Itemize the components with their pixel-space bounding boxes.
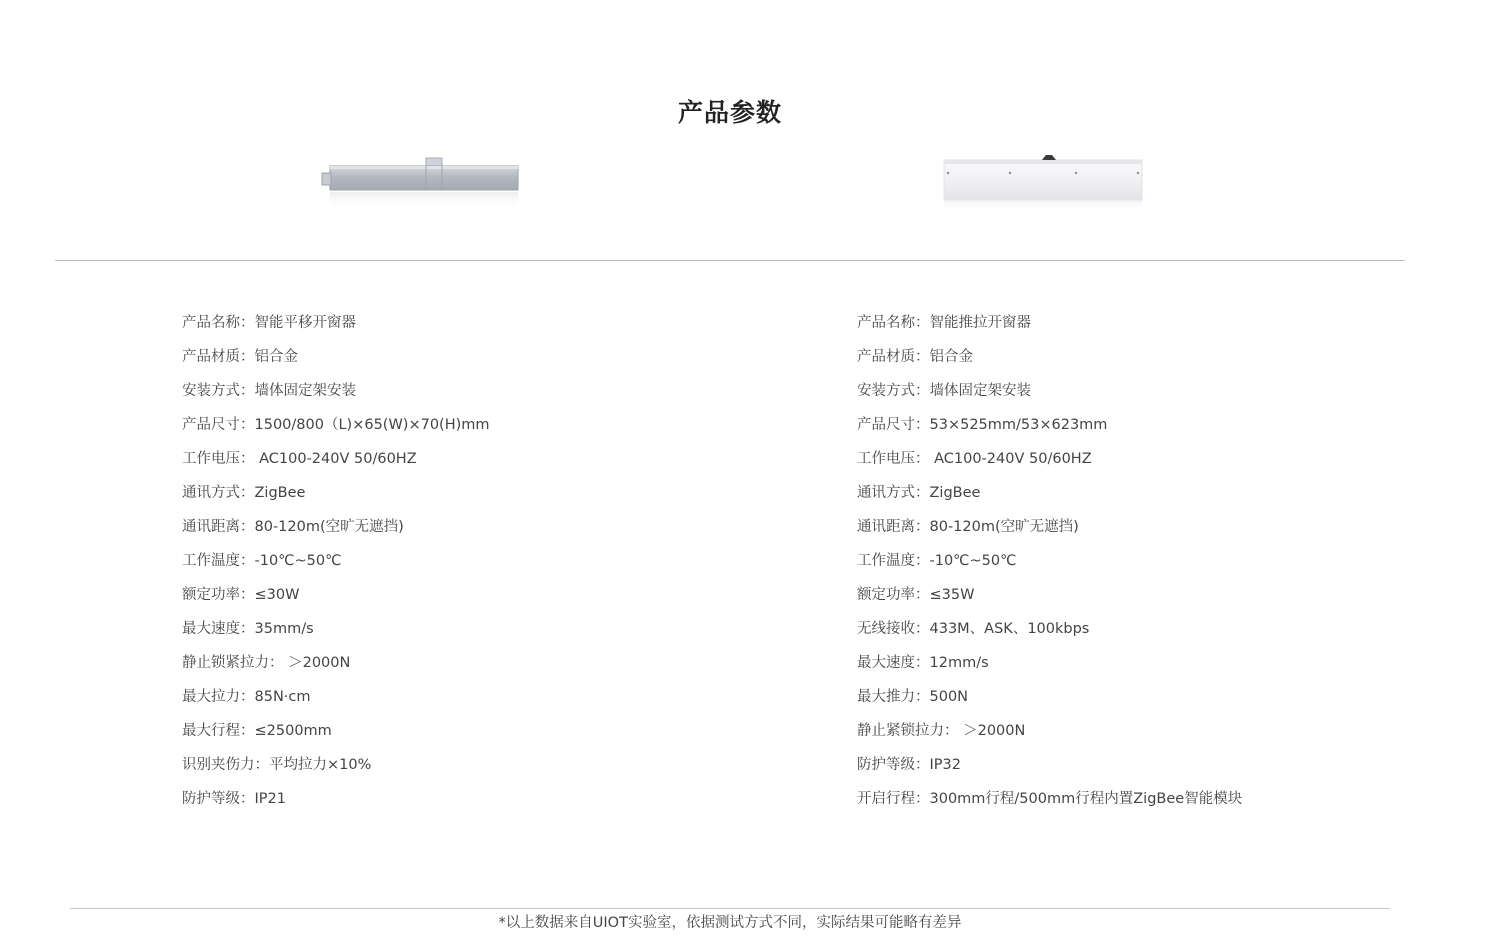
spec-label: 额定功率： [182, 587, 255, 603]
spec-row [182, 578, 490, 612]
spec-value: 铝合金 [254, 349, 298, 365]
spec-row [857, 476, 1242, 510]
spec-label: 产品尺寸： [857, 417, 930, 433]
spec-value: ＞2000N [958, 723, 1026, 739]
spec-row [857, 306, 1242, 340]
spec-row [857, 510, 1242, 544]
spec-value: 12mm/s [929, 655, 989, 671]
spec-list-push-pull-opener [857, 306, 1242, 816]
spec-row [182, 374, 490, 408]
spec-label: 产品材质： [182, 349, 255, 365]
spec-row [857, 612, 1242, 646]
spec-value: 85N·cm [254, 689, 311, 705]
spec-row [857, 544, 1242, 578]
spec-row [182, 544, 490, 578]
spec-label: 工作温度： [857, 553, 930, 569]
spec-label: 产品尺寸： [182, 417, 255, 433]
spec-row [182, 510, 490, 544]
spec-label: 额定功率： [857, 587, 930, 603]
spec-row [182, 680, 490, 714]
spec-label: 工作电压： [182, 451, 255, 467]
spec-label: 工作电压： [857, 451, 930, 467]
spec-label: 最大行程： [182, 723, 255, 739]
spec-value: 智能推拉开窗器 [929, 315, 1031, 331]
spec-label: 防护等级： [857, 757, 930, 773]
spec-label: 通讯距离： [182, 519, 255, 535]
spec-value: -10℃~50℃ [254, 553, 342, 569]
spec-value: 35mm/s [254, 621, 314, 637]
spec-value: 53×525mm/53×623mm [929, 417, 1108, 433]
spec-row [182, 782, 490, 816]
spec-value: 墙体固定架安装 [254, 383, 356, 399]
spec-row [857, 782, 1242, 816]
spec-label: 最大推力： [857, 689, 930, 705]
spec-value: 500N [929, 689, 969, 705]
spec-label: 防护等级： [182, 791, 255, 807]
spec-label: 安装方式： [182, 383, 255, 399]
spec-label: 通讯距离： [857, 519, 930, 535]
push-pull-window-opener-image [940, 152, 1146, 214]
spec-value: IP32 [929, 757, 961, 773]
spec-value: 智能平移开窗器 [254, 315, 356, 331]
spec-label: 最大速度： [182, 621, 255, 637]
spec-row [857, 578, 1242, 612]
spec-label: 产品名称： [857, 315, 930, 331]
spec-row [182, 748, 490, 782]
spec-value: 平均拉力×10% [269, 757, 372, 773]
spec-value: 300mm行程/500mm行程内置ZigBee智能模块 [929, 791, 1243, 807]
spec-row [857, 714, 1242, 748]
spec-row [857, 340, 1242, 374]
spec-value: AC100-240V 50/60HZ [929, 451, 1092, 467]
section-divider [55, 260, 1405, 261]
spec-value: IP21 [254, 791, 286, 807]
spec-row [857, 442, 1242, 476]
spec-row [857, 646, 1242, 680]
spec-label: 静止锁紧拉力： [182, 655, 284, 671]
spec-label: 开启行程： [857, 791, 930, 807]
spec-label: 通讯方式： [182, 485, 255, 501]
spec-value: 80-120m(空旷无遮挡) [929, 519, 1079, 535]
spec-label: 无线接收： [857, 621, 930, 637]
footer-divider [70, 908, 1390, 909]
spec-label: 静止紧锁拉力： [857, 723, 959, 739]
spec-value: -10℃~50℃ [929, 553, 1017, 569]
spec-value: ZigBee [929, 485, 981, 501]
spec-row [182, 612, 490, 646]
spec-label: 产品名称： [182, 315, 255, 331]
spec-value: ≤35W [929, 587, 975, 603]
spec-label: 通讯方式： [857, 485, 930, 501]
footnote: *以上数据来自UIOT实验室，依据测试方式不同，实际结果可能略有差异 [498, 915, 962, 931]
sliding-window-opener-image [316, 152, 522, 214]
spec-label: 最大速度： [857, 655, 930, 671]
spec-row [182, 306, 490, 340]
page-title: 产品参数 [677, 97, 782, 127]
spec-row [182, 442, 490, 476]
spec-value: AC100-240V 50/60HZ [254, 451, 417, 467]
spec-value: 1500/800（L)×65(W)×70(H)mm [254, 417, 490, 433]
spec-row [182, 714, 490, 748]
spec-value: 433M、ASK、100kbps [929, 621, 1090, 637]
spec-row [182, 476, 490, 510]
spec-value: ＞2000N [283, 655, 351, 671]
spec-value: 80-120m(空旷无遮挡) [254, 519, 404, 535]
spec-value: ZigBee [254, 485, 306, 501]
spec-row [182, 340, 490, 374]
spec-label: 工作温度： [182, 553, 255, 569]
spec-value: 墙体固定架安装 [929, 383, 1031, 399]
spec-value: 铝合金 [929, 349, 973, 365]
spec-label: 产品材质： [857, 349, 930, 365]
spec-list-sliding-opener [182, 306, 490, 816]
spec-value: ≤2500mm [254, 723, 332, 739]
spec-row [857, 408, 1242, 442]
spec-value: ≤30W [254, 587, 300, 603]
spec-label: 识别夹伤力： [182, 757, 269, 773]
spec-label: 最大拉力： [182, 689, 255, 705]
spec-label: 安装方式： [857, 383, 930, 399]
spec-row [857, 748, 1242, 782]
spec-row [182, 408, 490, 442]
spec-row [857, 374, 1242, 408]
spec-row [857, 680, 1242, 714]
spec-row [182, 646, 490, 680]
